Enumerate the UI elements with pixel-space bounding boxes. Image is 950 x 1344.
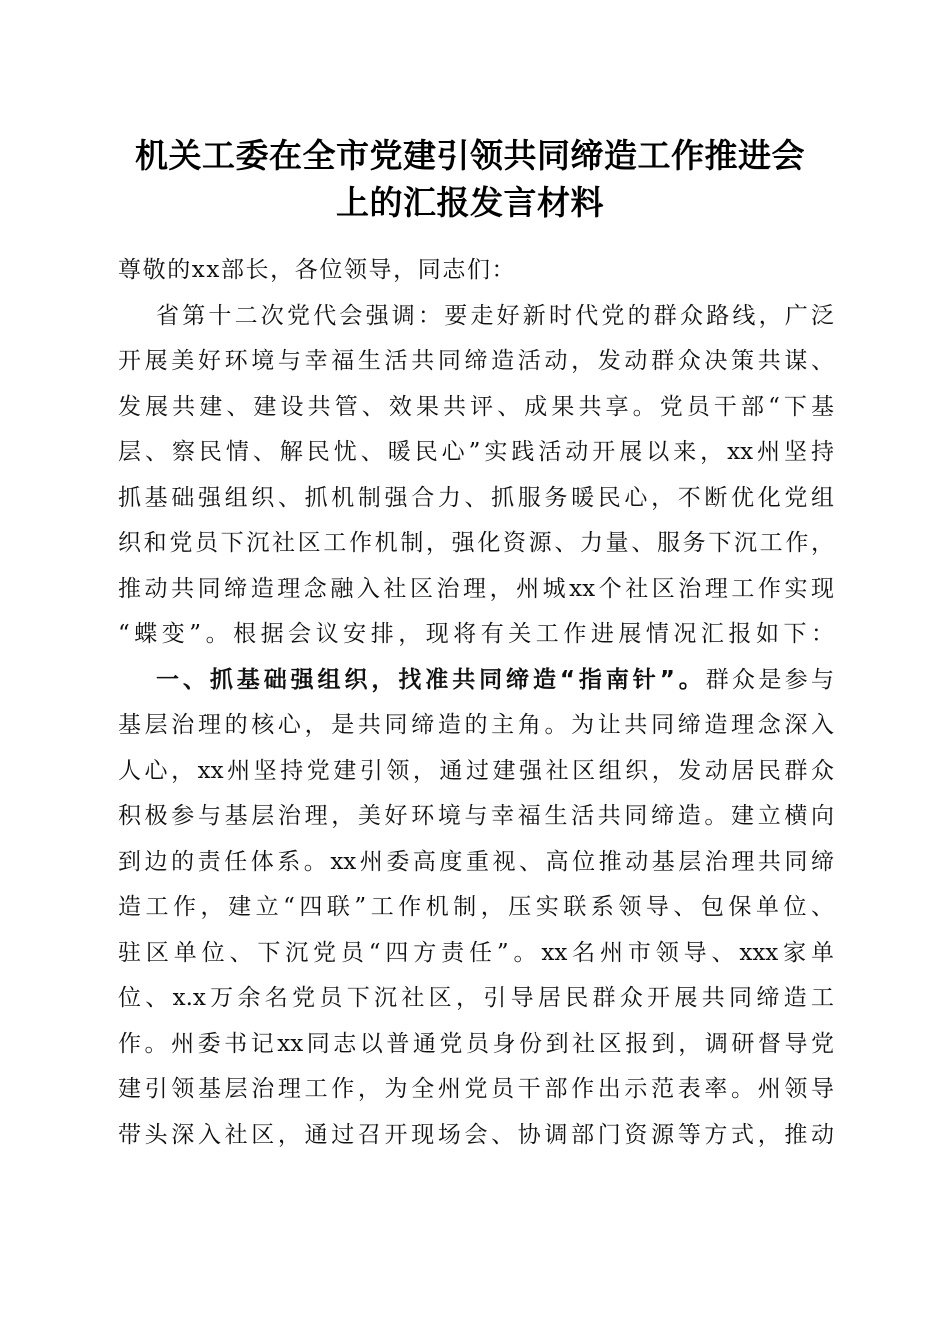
paragraph-line: 抓基础强组织、抓机制强合力、抓服务暖民心，不断优化党组 bbox=[118, 484, 834, 511]
document-body bbox=[118, 248, 834, 1158]
paragraph-line: 层、察民情、解民忧、暖民心”实践活动开展以来，xx州坚持 bbox=[118, 439, 834, 465]
document-title bbox=[100, 132, 840, 226]
paragraph-line: “蝶变”。根据会议安排，现将有关工作进展情况汇报如下： bbox=[118, 621, 834, 647]
paragraph-line: 省第十二次党代会强调：要走好新时代党的群众路线，广泛 bbox=[156, 302, 834, 329]
title-line-1: 机关工委在全市党建引领共同缔造工作推进会 bbox=[135, 136, 805, 175]
paragraph-line: 织和党员下沉社区工作机制，强化资源、力量、服务下沉工作， bbox=[118, 530, 834, 556]
paragraph-line: 到边的责任体系。xx州委高度重视、高位推动基层治理共同缔 bbox=[118, 848, 834, 875]
paragraph-line: 带头深入社区，通过召开现场会、协调部门资源等方式，推动 bbox=[118, 1121, 834, 1148]
paragraph-line: 位、x.x万余名党员下沉社区，引导居民群众开展共同缔造工 bbox=[118, 985, 834, 1011]
paragraph-line: 建引领基层治理工作，为全州党员干部作出示范表率。州领导 bbox=[118, 1076, 834, 1102]
paragraph-line: 积极参与基层治理，美好环境与幸福生活共同缔造。建立横向 bbox=[118, 803, 834, 829]
paragraph-line: 基层治理的核心，是共同缔造的主角。为让共同缔造理念深入 bbox=[118, 712, 834, 738]
section-1-first-line-rest: 群众是参与 bbox=[705, 666, 834, 693]
section-1-heading: 一、抓基础强组织，找准共同缔造“指南针”。 bbox=[156, 666, 706, 693]
paragraph-line: 人心，xx州坚持党建引领，通过建强社区组织，发动居民群众 bbox=[118, 757, 834, 784]
salutation: 尊敬的xx部长，各位领导，同志们： bbox=[118, 257, 517, 283]
paragraph-line: 推动共同缔造理念融入社区治理，州城xx个社区治理工作实现 bbox=[118, 575, 834, 602]
paragraph-line: 开展美好环境与幸福生活共同缔造活动，发动群众决策共谋、 bbox=[118, 348, 834, 374]
paragraph-line: 作。州委书记xx同志以普通党员身份到社区报到，调研督导党 bbox=[118, 1030, 834, 1057]
section-1-first-line bbox=[118, 658, 834, 704]
title-line-2: 上的汇报发言材料 bbox=[336, 183, 604, 222]
paragraph-line: 驻区单位、下沉党员“四方责任”。xx名州市领导、xxx家单 bbox=[118, 939, 834, 966]
paragraph-line: 造工作，建立“四联”工作机制，压实联系领导、包保单位、 bbox=[118, 894, 834, 920]
paragraph-line: 发展共建、建设共管、效果共评、成果共享。党员干部“下基 bbox=[118, 393, 834, 420]
